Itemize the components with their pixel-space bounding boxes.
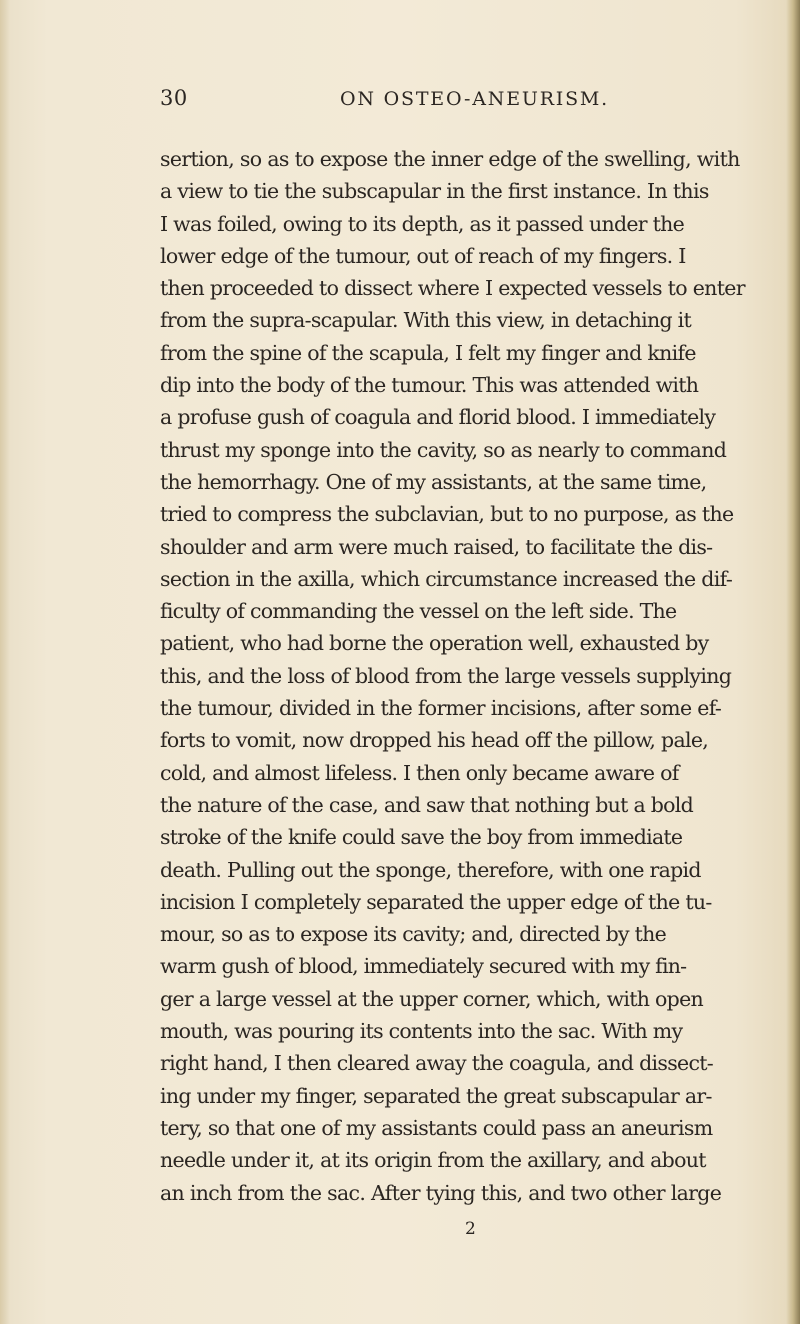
- text-line: thrust my sponge into the cavity, so as nearly to command: [160, 437, 727, 462]
- text-line: stroke of the knife could save the boy from immediate: [160, 825, 683, 850]
- text-line: death. Pulling out the sponge, therefore, with one rapid: [160, 857, 701, 882]
- text-line: right hand, I then cleared away the coagula, and dissect-: [160, 1051, 714, 1076]
- text-line: needle under it, at its origin from the axillary, and about: [160, 1148, 706, 1173]
- text-line: lower edge of the tumour, out of reach of my fingers. I: [160, 243, 686, 268]
- text-line: ger a large vessel at the upper corner, which, with open: [160, 986, 703, 1011]
- running-head: [160, 86, 760, 118]
- text-line: ing under my finger, separated the great subscapular ar-: [160, 1083, 712, 1108]
- body-text: [160, 143, 800, 1209]
- text-line: I was foiled, owing to its depth, as it passed under the: [160, 211, 685, 236]
- text-line: forts to vomit, now dropped his head off the pillow, pale,: [160, 728, 709, 753]
- text-line: this, and the loss of blood from the large vessels supplying: [160, 663, 732, 688]
- text-line: mouth, was pouring its contents into the sac. With my: [160, 1019, 683, 1044]
- text-line: the tumour, divided in the former incisions, after some ef-: [160, 696, 722, 721]
- text-line: tery, so that one of my assistants could pass an aneurism: [160, 1115, 713, 1140]
- running-title: ON OSTEO-ANEURISM.: [340, 88, 610, 110]
- text-line: a profuse gush of coagula and florid blood. I immediately: [160, 405, 716, 430]
- text-line: the hemorrhagy. One of my assistants, at the same time,: [160, 469, 707, 494]
- text-line: cold, and almost lifeless. I then only became aware of: [160, 760, 679, 785]
- text-line: from the supra-scapular. With this view, in detaching it: [160, 308, 692, 333]
- text-line: from the spine of the scapula, I felt my finger and knife: [160, 340, 696, 365]
- text-line: ficulty of commanding the vessel on the left side. The: [160, 599, 677, 624]
- text-line: an inch from the sac. After tying this, and two other large: [160, 1180, 722, 1205]
- text-line: incision I completely separated the upper edge of the tu-: [160, 889, 712, 914]
- text-line: patient, who had borne the operation well, exhausted by: [160, 631, 709, 656]
- text-line: tried to compress the subclavian, but to no purpose, as the: [160, 502, 734, 527]
- text-line: a view to tie the subscapular in the first instance. In this: [160, 179, 709, 204]
- gutter-shadow: [0, 0, 10, 1324]
- text-line: sertion, so as to expose the inner edge of the swelling, with: [160, 147, 740, 171]
- signature-mark: 2: [465, 1219, 476, 1239]
- text-line: the nature of the case, and saw that nothing but a bold: [160, 792, 693, 817]
- text-line: then proceeded to dissect where I expected vessels to enter: [160, 276, 745, 301]
- text-line: section in the axilla, which circumstance increased the dif-: [160, 566, 733, 591]
- text-line: dip into the body of the tumour. This was attended with: [160, 373, 699, 398]
- text-line: shoulder and arm were much raised, to facilitate the dis-: [160, 534, 713, 559]
- page-number: 30: [160, 86, 188, 110]
- text-line: mour, so as to expose its cavity; and, directed by the: [160, 922, 667, 947]
- text-line: warm gush of blood, immediately secured with my fin-: [160, 954, 687, 979]
